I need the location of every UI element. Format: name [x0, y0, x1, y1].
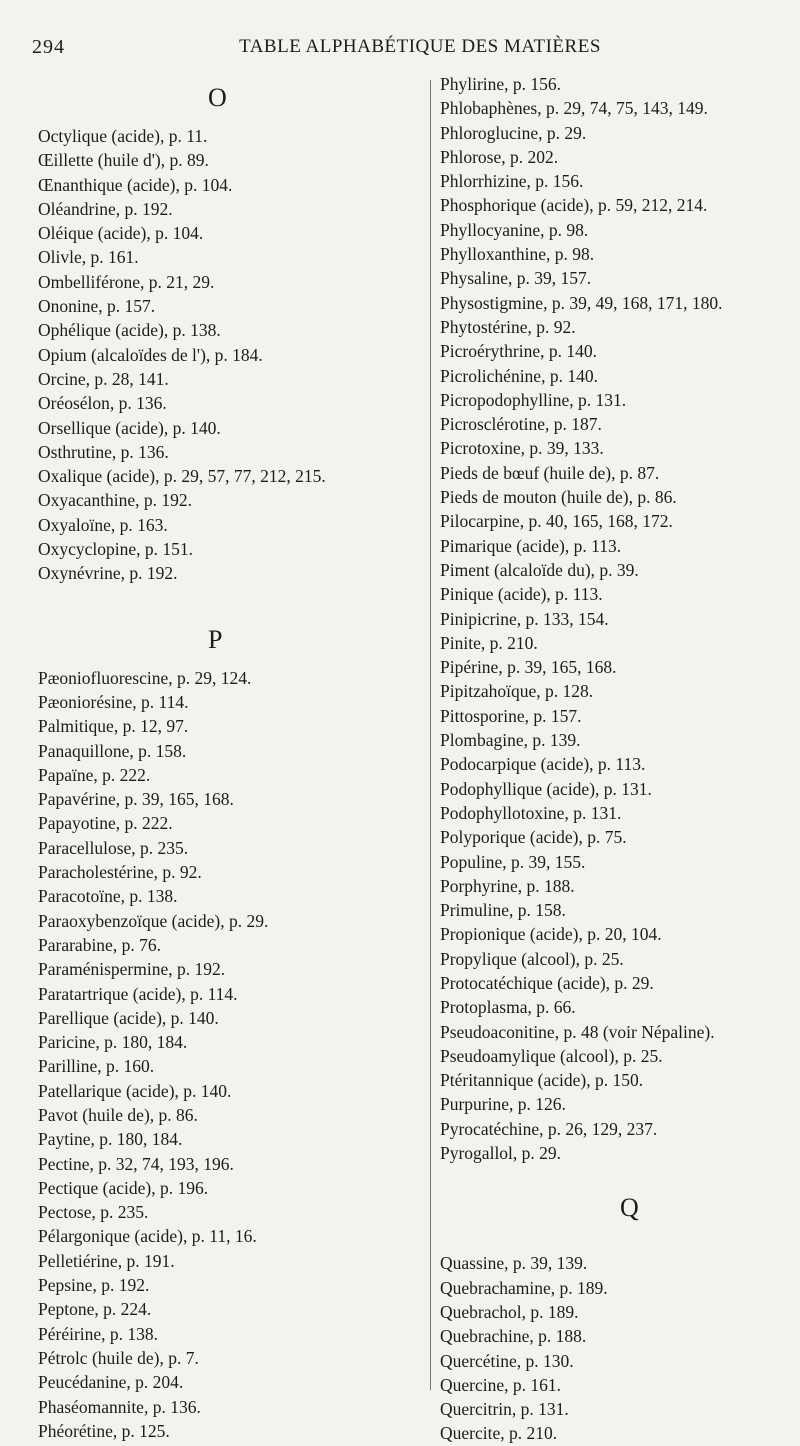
index-entry: Ophélique (acide), p. 138. [38, 320, 221, 341]
index-entry: Pinite, p. 210. [440, 632, 538, 653]
index-entry: Pyrogallol, p. 29. [440, 1143, 562, 1164]
index-entry: Quercite, p. 210. [440, 1423, 558, 1444]
index-entry: Protocatéchique (acide), p. 29. [440, 972, 654, 993]
index-entry: Paratartrique (acide), p. 114. [38, 983, 238, 1004]
index-entry: Phosphorique (acide), p. 59, 212, 214. [440, 195, 708, 216]
index-entry: Quercitrin, p. 131. [440, 1399, 569, 1420]
index-entry: Pittosporine, p. 157. [440, 705, 582, 726]
index-entry: Pétrolc (huile de), p. 7. [38, 1347, 199, 1368]
index-entry: Quercine, p. 161. [440, 1374, 562, 1395]
index-entry: Oléandrine, p. 192. [38, 198, 173, 219]
index-entry: Orcine, p. 28, 141. [38, 368, 169, 389]
index-entry: Pélargonique (acide), p. 11, 16. [38, 1226, 257, 1247]
index-entry: Quebrachol, p. 189. [440, 1301, 579, 1322]
index-entry: Pilocarpine, p. 40, 165, 168, 172. [440, 511, 673, 532]
index-entry: Papaïne, p. 222. [38, 764, 151, 785]
index-entry: Oxyacanthine, p. 192. [38, 490, 193, 511]
index-entry: Pæoniofluorescine, p. 29, 124. [38, 667, 252, 688]
index-entry: Ononine, p. 157. [38, 296, 156, 317]
index-entry: Picrotoxine, p. 39, 133. [440, 438, 604, 459]
index-entry: Phytostérine, p. 92. [440, 316, 576, 337]
index-entry: Pyrocatéchine, p. 26, 129, 237. [440, 1118, 658, 1139]
left-column [38, 72, 423, 1443]
index-entry: Papavérine, p. 39, 165, 168. [38, 789, 234, 810]
index-entry: Propionique (acide), p. 20, 104. [440, 924, 662, 945]
index-entry: Oxycyclopine, p. 151. [38, 539, 194, 560]
index-entry: Paracotoïne, p. 138. [38, 886, 178, 907]
index-entry: Opium (alcaloïdes de l'), p. 184. [38, 344, 263, 365]
index-entry: Podophyllique (acide), p. 131. [440, 778, 652, 799]
index-entry: Oxynévrine, p. 192. [38, 563, 178, 584]
column-divider [430, 80, 431, 1390]
index-entry: Pinique (acide), p. 113. [440, 584, 603, 605]
index-entry: Phlorrhizine, p. 156. [440, 171, 584, 192]
index-entry: Phéorétine, p. 125. [38, 1420, 170, 1441]
index-entry: Porphyrine, p. 188. [440, 875, 575, 896]
index-entry: Pimarique (acide), p. 113. [440, 535, 622, 556]
index-entry: Pelletiérine, p. 191. [38, 1250, 175, 1271]
entry-list-o [38, 124, 423, 586]
index-entry: Pseudoaconitine, p. 48 (voir Népaline). [440, 1021, 715, 1042]
index-entry: Pectine, p. 32, 74, 193, 196. [38, 1153, 234, 1174]
running-head: TABLE ALPHABÉTIQUE DES MATIÈRES [239, 36, 601, 57]
index-entry: Pectose, p. 235. [38, 1202, 149, 1223]
index-entry: Patellarique (acide), p. 140. [38, 1080, 232, 1101]
index-entry: Purpurine, p. 126. [440, 1094, 566, 1115]
index-entry: Quebrachine, p. 188. [440, 1326, 587, 1347]
index-entry: Picroérythrine, p. 140. [440, 341, 597, 362]
index-entry: Pæoniorésine, p. 114. [38, 691, 189, 712]
index-entry: Pepsine, p. 192. [38, 1275, 150, 1296]
index-entry: Osthrutine, p. 136. [38, 441, 169, 462]
index-entry: Oxalique (acide), p. 29, 57, 77, 212, 215. [38, 466, 326, 487]
index-entry: Phyllocyanine, p. 98. [440, 219, 589, 240]
index-entry: Ptéritannique (acide), p. 150. [440, 1070, 644, 1091]
index-entry: Parellique (acide), p. 140. [38, 1007, 219, 1028]
section-heading-o: O [208, 83, 227, 112]
index-entry: Primuline, p. 158. [440, 900, 566, 921]
index-entry: Pinipicrine, p. 133, 154. [440, 608, 609, 629]
index-entry: Pectique (acide), p. 196. [38, 1177, 209, 1198]
index-entry: Peptone, p. 224. [38, 1299, 152, 1320]
index-entry: Ombelliférone, p. 21, 29. [38, 271, 215, 292]
index-entry: Peucédanine, p. 204. [38, 1372, 184, 1393]
index-entry: Physostigmine, p. 39, 49, 168, 171, 180. [440, 292, 723, 313]
index-entry: Paraoxybenzoïque (acide), p. 29. [38, 910, 269, 931]
index-entry: Palmitique, p. 12, 97. [38, 716, 189, 737]
index-entry: Protoplasma, p. 66. [440, 997, 576, 1018]
index-entry: Quassine, p. 39, 139. [440, 1253, 588, 1274]
index-entry: Plombagine, p. 139. [440, 730, 581, 751]
index-entry: Olivle, p. 161. [38, 247, 139, 268]
index-entry: Parilline, p. 160. [38, 1056, 155, 1077]
index-entry: Octylique (acide), p. 11. [38, 126, 208, 146]
index-entry: Œillette (huile d'), p. 89. [38, 150, 209, 171]
index-entry: Péréirine, p. 138. [38, 1323, 159, 1344]
index-entry: Pieds de bœuf (huile de), p. 87. [440, 462, 660, 483]
index-entry: Polyporique (acide), p. 75. [440, 827, 627, 848]
page-number: 294 [32, 36, 65, 58]
index-entry: Papayotine, p. 222. [38, 813, 173, 834]
section-heading-q: Q [620, 1193, 639, 1223]
index-entry: Paracellulose, p. 235. [38, 837, 189, 858]
section-heading-p: P [208, 624, 223, 654]
right-column [440, 72, 780, 1446]
index-entry: Paraménispermine, p. 192. [38, 959, 226, 980]
index-entry: Oréosélon, p. 136. [38, 393, 167, 414]
index-entry: Piment (alcaloïde du), p. 39. [440, 559, 639, 580]
index-entry: Phloroglucine, p. 29. [440, 122, 587, 143]
index-entry: Pseudoamylique (alcool), p. 25. [440, 1045, 663, 1066]
index-entry: Physaline, p. 39, 157. [440, 268, 592, 289]
index-entry: Panaquillone, p. 158. [38, 740, 187, 761]
index-entry: Paytine, p. 180, 184. [38, 1129, 183, 1150]
index-entry: Phlobaphènes, p. 29, 74, 75, 143, 149. [440, 98, 708, 119]
index-entry: Pararabine, p. 76. [38, 934, 161, 955]
index-entry: Pipérine, p. 39, 165, 168. [440, 657, 617, 678]
index-entry: Oxyaloïne, p. 163. [38, 514, 168, 535]
index-entry: Pipitzahoïque, p. 128. [440, 681, 594, 702]
index-entry: Propylique (alcool), p. 25. [440, 948, 624, 969]
index-entry: Podocarpique (acide), p. 113. [440, 754, 646, 775]
index-entry: Oléique (acide), p. 104. [38, 223, 204, 244]
index-entry: Phylirine, p. 156. [440, 74, 562, 94]
index-entry: Quercétine, p. 130. [440, 1350, 574, 1371]
index-entry: Populine, p. 39, 155. [440, 851, 586, 872]
index-entry: Pieds de mouton (huile de), p. 86. [440, 487, 677, 508]
entry-list-p [38, 666, 423, 1444]
index-entry: Podophyllotoxine, p. 131. [440, 802, 622, 823]
index-entry: Picropodophylline, p. 131. [440, 389, 627, 410]
index-entry: Pavot (huile de), p. 86. [38, 1104, 198, 1125]
index-entry: Orsellique (acide), p. 140. [38, 417, 221, 438]
index-entry: Quebrachamine, p. 189. [440, 1277, 608, 1298]
index-entry: Picrolichénine, p. 140. [440, 365, 598, 386]
entry-list-q [440, 1251, 780, 1445]
index-entry: Phaséomannite, p. 136. [38, 1396, 201, 1417]
index-entry: Paracholestérine, p. 92. [38, 862, 202, 883]
index-entry: Œnanthique (acide), p. 104. [38, 174, 233, 195]
entry-list-p-continued [440, 72, 780, 1165]
index-entry: Paricine, p. 180, 184. [38, 1032, 188, 1053]
index-entry: Picrosclérotine, p. 187. [440, 414, 602, 435]
index-entry: Phylloxanthine, p. 98. [440, 244, 595, 265]
index-entry: Phlorose, p. 202. [440, 146, 559, 167]
